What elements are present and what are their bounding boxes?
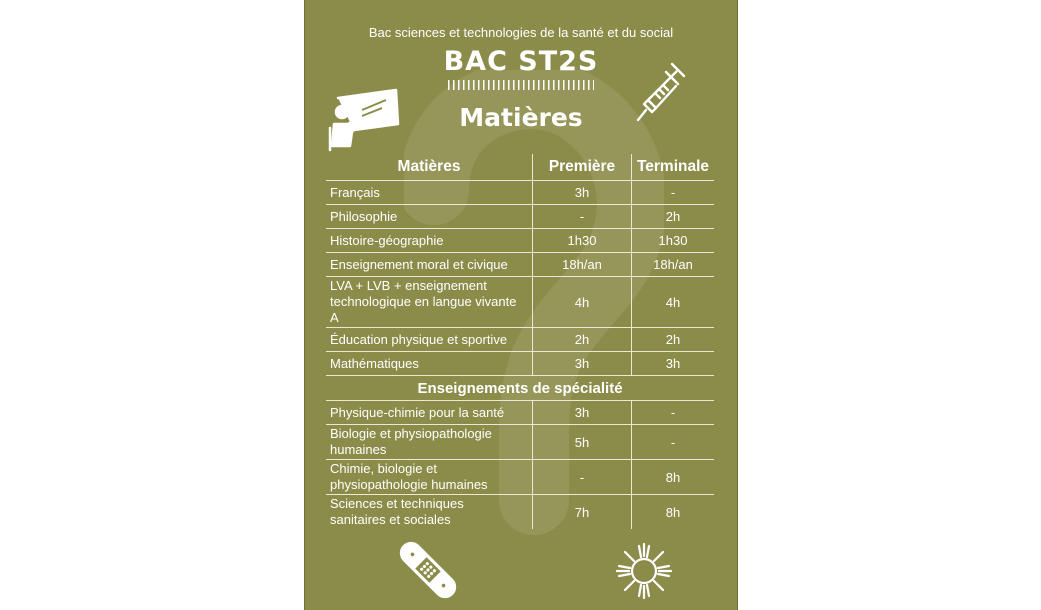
table-row [326, 425, 714, 460]
poster-card [304, 0, 738, 610]
terminale-cell: 8h [665, 504, 681, 520]
ruler-divider [448, 80, 594, 90]
premiere-cell: 3h [533, 352, 632, 376]
terminale-cell: 2h [632, 328, 715, 352]
premiere-cell: - [533, 460, 632, 495]
hands-circle-icon [613, 540, 675, 602]
subject-cell: Biologie et physiopathologie humaines [326, 425, 533, 460]
specialty-heading-row [326, 376, 714, 401]
subject-cell: Mathématiques [326, 352, 533, 376]
subject-cell: Enseignement moral et civique [326, 253, 533, 277]
table-row [326, 495, 714, 530]
page-title: BAC ST2S [443, 46, 599, 77]
terminale-cell: 2h [632, 205, 715, 229]
table-row [326, 229, 714, 253]
terminale-cell: 4h [632, 277, 715, 328]
terminale-cell: 1h30 [632, 229, 715, 253]
column-header-subject: Matières [326, 154, 533, 181]
table-row [326, 328, 714, 352]
premiere-cell: 5h [533, 425, 632, 460]
syringe-icon [634, 60, 690, 124]
table-header-row [326, 154, 714, 181]
premiere-cell: 18h/an [533, 253, 632, 277]
terminale-cell: - [632, 425, 715, 460]
table-row [326, 205, 714, 229]
terminale-cell: - [632, 401, 715, 425]
subject-cell: Chimie, biologie et physiopathologie humaines [326, 460, 533, 495]
subject-cell: Philosophie [326, 205, 533, 229]
table-row [326, 277, 714, 328]
table-row [326, 181, 714, 205]
column-header-premiere: Première [533, 154, 632, 181]
premiere-cell: 3h [533, 401, 632, 425]
premiere-cell: - [533, 205, 632, 229]
premiere-cell: 7h [533, 495, 632, 530]
table-row [326, 401, 714, 425]
specialty-heading: Enseignements de spécialité [326, 376, 714, 401]
column-header-terminale: Terminale [632, 154, 715, 181]
subtitle: Bac sciences et technologies de la santé et du social [368, 25, 674, 40]
table-row [326, 352, 714, 376]
premiere-cell: 4h [533, 277, 632, 328]
table-row [326, 460, 714, 495]
premiere-cell: 2h [533, 328, 632, 352]
premiere-cell: 3h [533, 181, 632, 205]
table-row [326, 253, 714, 277]
terminale-cell: 8h [632, 460, 715, 495]
section-title: Matières [459, 103, 583, 132]
subject-cell: LVA + LVB + enseignement technologique en langue vivante A [326, 277, 533, 328]
terminale-cell: - [632, 181, 715, 205]
teacher-board-icon [326, 86, 402, 154]
terminale-cell: 3h [632, 352, 715, 376]
terminale-cell: 18h/an [632, 253, 715, 277]
subject-cell: Français [326, 181, 533, 205]
subject-cell: Éducation physique et sportive [326, 328, 533, 352]
bandage-icon [398, 540, 458, 600]
premiere-cell: 1h30 [533, 229, 632, 253]
subject-cell: Sciences et techniques sanitaires et sociales [330, 496, 464, 527]
subject-cell: Physique-chimie pour la santé [326, 401, 533, 425]
subject-cell: Histoire-géographie [326, 229, 533, 253]
subjects-table [326, 154, 714, 529]
